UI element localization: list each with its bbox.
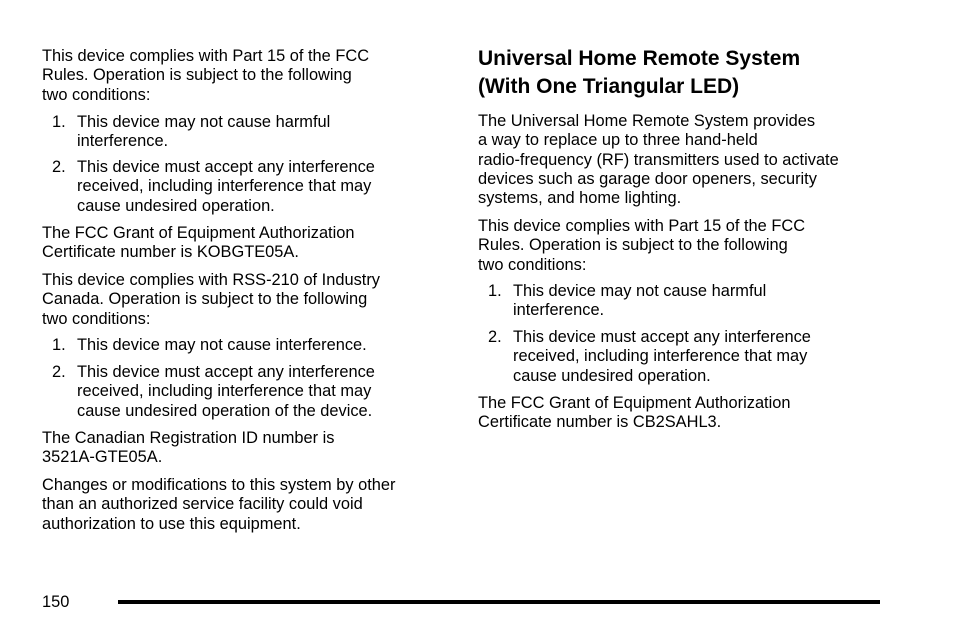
list-text: This device may not cause harmful interference. <box>77 113 331 151</box>
list-number: 1. <box>488 282 502 300</box>
list-number: 2. <box>488 328 502 346</box>
list-text: This device must accept any interference received, including interference that may cause undesired operation. <box>77 158 375 215</box>
list-text: This device must accept any interference received, including interference that may cause undesired operation of the device. <box>77 363 375 420</box>
footer-rule <box>118 600 880 604</box>
page-number: 150 <box>42 593 70 611</box>
list-text: This device may not cause harmful interference. <box>513 282 767 320</box>
ic-condition-item <box>52 363 375 421</box>
description-paragraph: The Universal Home Remote System provides a way to replace up to three hand-held radio-frequency (RF) transmitters used to activate devices such as garage door openers, security systems, and home lighting. <box>478 112 839 208</box>
section-heading: Universal Home Remote System (With One Triangular LED) <box>478 47 801 98</box>
list-number: 2. <box>52 158 66 176</box>
list-number: 2. <box>52 363 66 381</box>
fcc-condition-item <box>488 328 811 386</box>
fcc-certificate-paragraph: The FCC Grant of Equipment Authorization Certificate number is KOBGTE05A. <box>42 224 355 262</box>
canadian-registration-paragraph: The Canadian Registration ID number is 3521A-GTE05A. <box>42 429 335 467</box>
list-number: 1. <box>52 113 66 131</box>
fcc-condition-item <box>488 282 766 321</box>
list-number: 1. <box>52 336 66 354</box>
fcc-intro-paragraph: This device complies with Part 15 of the FCC Rules. Operation is subject to the following two conditions: <box>478 217 806 274</box>
modifications-warning-paragraph: Changes or modifications to this system by other than an authorized service facility could void authorization to use this equipment. <box>42 476 396 533</box>
ic-intro-paragraph: This device complies with RSS-210 of Industry Canada. Operation is subject to the following two conditions: <box>42 271 380 328</box>
fcc-certificate-paragraph: The FCC Grant of Equipment Authorization Certificate number is CB2SAHL3. <box>478 394 791 432</box>
list-text: This device may not cause interference. <box>77 336 367 354</box>
fcc-condition-item <box>52 158 375 216</box>
list-text: This device must accept any interference received, including interference that may cause undesired operation. <box>513 328 811 385</box>
fcc-condition-item <box>52 113 330 152</box>
ic-condition-item <box>52 336 367 355</box>
fcc-intro-paragraph: This device complies with Part 15 of the FCC Rules. Operation is subject to the following two conditions: <box>42 47 370 104</box>
